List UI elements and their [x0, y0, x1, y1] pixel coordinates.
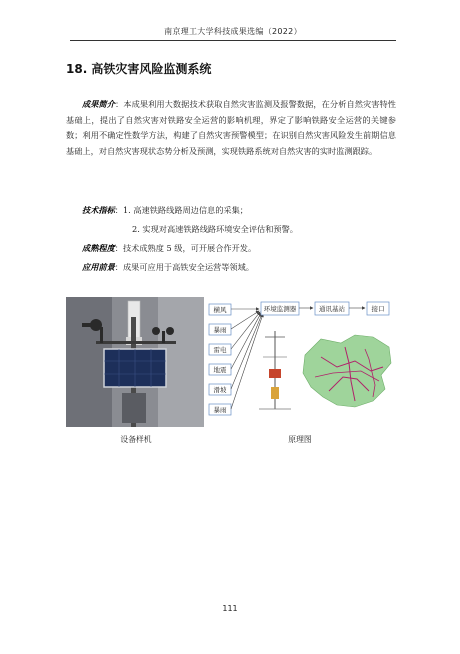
- diagram-input-5-label: 滑坡: [213, 386, 227, 394]
- running-header: 南京理工大学科技成果选编（2022）: [164, 27, 302, 36]
- tech-indicators-label: 技术指标: [82, 205, 115, 215]
- china-railway-map: [303, 335, 391, 407]
- caption-device-prototype: 设备样机: [120, 435, 152, 444]
- caption-principle-diagram: 原理图: [288, 435, 312, 444]
- tech-indicator-item-2: 2. 实现对高速铁路线路环境安全评估和预警。: [132, 224, 298, 234]
- diagram-input-arrows: [231, 309, 263, 409]
- maturity-line: [82, 243, 256, 254]
- diagram-monitor-label: 环境监测器: [263, 305, 297, 313]
- diagram-input-3-label: 雷电: [213, 346, 227, 354]
- diagram-input-2: [209, 324, 231, 335]
- diagram-input-6-label: 暴雨: [213, 406, 227, 414]
- diagram-comm-box: [315, 302, 349, 315]
- diagram-input-1: [209, 304, 231, 315]
- tech-indicator-item-1: ：1. 高速铁路线路周边信息的采集；: [114, 205, 248, 215]
- principle-diagram: [205, 297, 397, 427]
- diagram-input-4: [209, 364, 231, 375]
- section-title: 18. 高铁灾害风险监测系统: [66, 62, 212, 76]
- diagram-monitor-box: [261, 302, 299, 315]
- maturity-label: 成熟程度: [82, 243, 115, 253]
- diagram-input-5: [209, 384, 231, 395]
- device-prototype-photo: [66, 297, 204, 427]
- diagram-input-3: [209, 344, 231, 355]
- page-number: 111: [222, 604, 238, 613]
- diagram-input-2-label: 暴雨: [213, 326, 227, 334]
- diagram-input-1-label: 横风: [213, 306, 227, 314]
- summary-paragraph: [66, 97, 396, 159]
- summary-label: 成果简介: [82, 99, 116, 109]
- summary-text: ：本成果利用大数据技术获取自然灾害监测及报警数据，在分析自然灾害特性基础上，提出了自然灾害对铁路安全运营的影响机理，界定了影响铁路安全运营的关键参数；利用不确定性数学方法，构建了自然灾害预警模型；在识别自然灾害风险发生前期信息基础上，对自然灾害现状态势分析及预测，实现铁路系统对自然灾害的实时监测跟踪。: [66, 99, 396, 156]
- diagram-interface-box: [367, 302, 389, 315]
- device-prototype-illustration: [66, 297, 204, 427]
- diagram-input-6: [209, 404, 231, 415]
- header-rule: [70, 40, 396, 41]
- principle-diagram-svg: [205, 297, 397, 427]
- tech-indicators-line: [82, 205, 248, 216]
- diagram-input-4-label: 地震: [213, 366, 227, 374]
- diagram-comm-label: 通讯基站: [319, 305, 345, 313]
- application-line: [82, 262, 254, 273]
- application-label: 应用前景: [82, 262, 115, 272]
- diagram-monitoring-tower: [259, 331, 291, 409]
- maturity-text: ：技术成熟度 5 级，可开展合作开发。: [114, 243, 257, 253]
- diagram-interface-label: 接口: [371, 305, 385, 313]
- application-text: ：成果可应用于高铁安全运营等领域。: [114, 262, 254, 272]
